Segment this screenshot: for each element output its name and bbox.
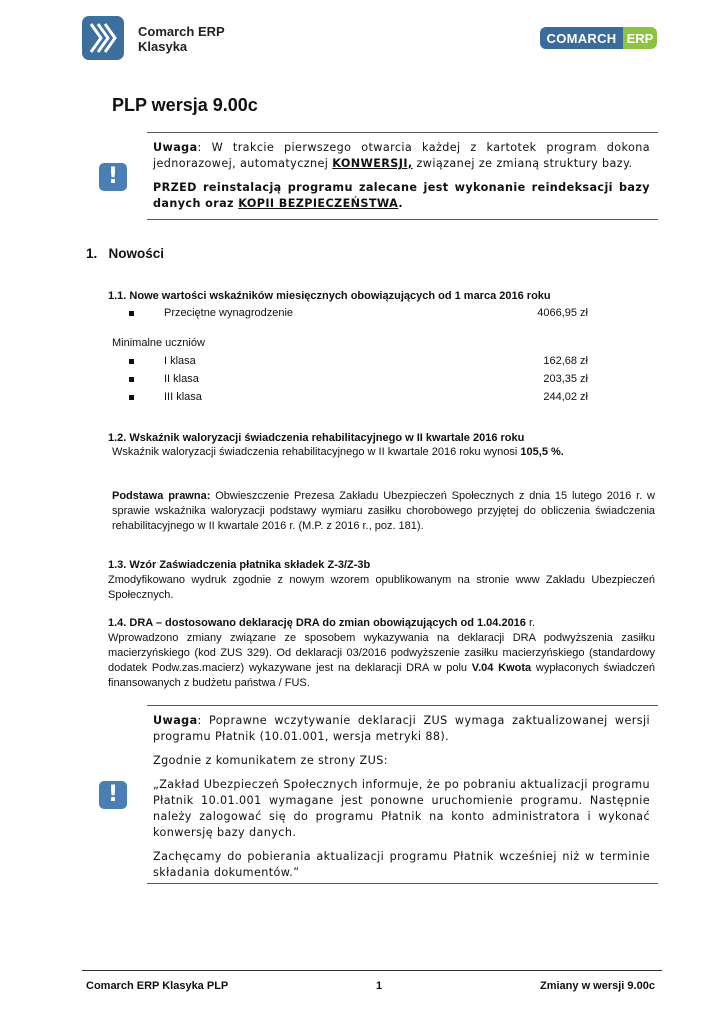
exclamation-icon: ! <box>99 781 127 809</box>
bullet-icon <box>129 395 134 400</box>
subsection-1-4-heading <box>108 617 535 629</box>
notice1-top-rule <box>147 132 658 133</box>
legal-basis-text: Obwieszczenie Prezesa Zakładu Ubezpieczeń Społecznych z dnia 15 lutego 2016 r. w sprawie wskaźnika waloryzacji podstawy wymiaru zasiłku chorobowego przyjętej do obliczenia świadczenia rehabilitacyjnego w II kwartale 2016 r. (M.P. z 2016 r., poz. 181). <box>112 490 655 532</box>
notice1-kopii: KOPII BEZPIECZEŃSTWA <box>238 197 399 210</box>
list-item <box>122 370 588 388</box>
product-name-line1: Comarch ERP <box>138 24 225 39</box>
list-item-value: 162,68 zł <box>543 355 588 367</box>
comarch-erp-badge <box>540 27 657 49</box>
list-item <box>122 352 588 370</box>
legal-basis-label: Podstawa prawna: <box>112 490 211 502</box>
product-name-line2: Klasyka <box>138 39 188 54</box>
bullet-icon <box>129 311 134 316</box>
legal-basis <box>112 489 655 534</box>
subsection-1-3-heading: 1.3. Wzór Zaświadczenia płatnika składek Z-3/Z-3b <box>108 559 371 571</box>
bullet-icon <box>129 359 134 364</box>
list-item-label: II klasa <box>164 373 199 385</box>
comarch-logo-icon <box>82 16 124 60</box>
footer-left: Comarch ERP Klasyka PLP <box>86 980 229 992</box>
s14-heading-tail: r. <box>525 617 536 629</box>
notice1-text-a: : W trakcie pierwszego otwarcia każdej z kartotek program dokona jednorazowej, automatycznej <box>153 141 650 170</box>
notice2-paragraph1 <box>153 713 650 745</box>
page-title: PLP wersja 9.00c <box>112 95 258 115</box>
notice1-bottom-rule <box>147 219 658 220</box>
s14-text-bold: V.04 Kwota <box>471 662 532 674</box>
section-heading <box>86 246 164 261</box>
notice2-top-rule <box>147 705 658 706</box>
notice2-paragraph3: „Zakład Ubezpieczeń Społecznych informuje, że po pobraniu aktualizacji programu Płatnik 10.01.001 wymagane jest ponowne uruchomienie programu. Następnie należy zalogować się do programu Płatnik na konto administratora i wykonać konwersję bazy danych. <box>153 778 650 839</box>
subsection-1-4-text <box>108 631 655 691</box>
s14-heading-bold: 1.4. DRA – dostosowano deklarację DRA do zmian obowiązujących od 1.04.2016 <box>108 617 526 629</box>
s14-text-a: Wprowadzono zmiany związane ze sposobem wykazywania na deklaracji DRA podwyższenia zasiłku macierzyńskiego (kod ZUS 329). Od deklaracji 03/2016 podwyższenie zasiłku macierzyńskiego (standardowy dodatek Podw.zas.macierz) wykazywane jest na deklaracji DRA w polu <box>108 632 655 674</box>
bullet-icon <box>129 377 134 382</box>
list-item-label: I klasa <box>164 355 196 367</box>
notice2-text <box>153 713 650 889</box>
list-item-label: III klasa <box>164 391 202 403</box>
section-number: 1. <box>86 246 98 261</box>
list-item-value: 203,35 zł <box>543 373 588 385</box>
s12-text-value: 105,5 %. <box>520 446 564 458</box>
list-item <box>122 304 588 322</box>
min-heading: Minimalne uczniów <box>112 337 205 349</box>
product-name <box>138 24 225 54</box>
min-wage-list <box>122 352 588 406</box>
notice2-paragraph2: Zgodnie z komunikatem ze strony ZUS: <box>153 754 388 767</box>
notice1-konwersji: KONWERSJI, <box>332 157 413 170</box>
s14-text-b: wypłaconych świadczeń finansowanych z budżetu państwa / FUS. <box>108 662 655 689</box>
subsection-1-1-heading: 1.1. Nowe wartości wskaźników miesięcznych obowiązujących od 1 marca 2016 roku <box>108 290 551 302</box>
footer-rule <box>82 970 662 971</box>
avg-salary-list <box>122 304 588 322</box>
notice1-uwaga-label: Uwaga <box>153 141 198 154</box>
notice1-paragraph2 <box>153 180 650 212</box>
notice1-text-b: związanej ze zmianą struktury bazy. <box>412 157 633 170</box>
subsection-1-2-text <box>112 445 564 460</box>
exclamation-icon: ! <box>99 163 127 191</box>
list-item-value: 4066,95 zł <box>537 307 588 319</box>
subsection-1-3-text: Zmodyfikowano wydruk zgodnie z nowym wzorem opublikowanym na stronie www Zakładu Ubezpieczeń Społecznych. <box>108 574 655 601</box>
notice1-text-c: PRZED reinstalacją programu zalecane jest wykonanie reindeksacji bazy danych oraz <box>153 181 650 210</box>
list-item-label: Przeciętne wynagrodzenie <box>164 307 294 319</box>
notice2-uwaga-label: Uwaga <box>153 714 198 727</box>
list-item-value: 244,02 zł <box>543 391 588 403</box>
notice1-paragraph1 <box>153 140 650 172</box>
notice2-bottom-rule <box>147 883 658 884</box>
footer-right: Zmiany w wersji 9.00c <box>540 980 655 992</box>
section-title: Nowości <box>108 246 165 261</box>
notice1-text-d: . <box>398 197 404 210</box>
notice1-text <box>153 140 650 220</box>
badge-comarch: COMARCH <box>540 27 623 49</box>
notice2-paragraph4: Zachęcamy do pobierania aktualizacji programu Płatnik wcześniej niż w terminie składania dokumentów.” <box>153 850 650 879</box>
subsection-1-2-heading: 1.2. Wskaźnik waloryzacji świadczenia rehabilitacyjnego w II kwartale 2016 roku <box>108 432 525 444</box>
notice2-p1: : Poprawne wczytywanie deklaracji ZUS wymaga zaktualizowanej wersji programu Płatnik (10.01.001, wersja metryki 88). <box>153 714 650 743</box>
page-number: 1 <box>376 980 383 992</box>
list-item <box>122 388 588 406</box>
badge-erp: ERP <box>623 27 657 49</box>
s12-text-a: Wskaźnik waloryzacji świadczenia rehabilitacyjnego w II kwartale 2016 roku wynosi <box>112 446 521 458</box>
